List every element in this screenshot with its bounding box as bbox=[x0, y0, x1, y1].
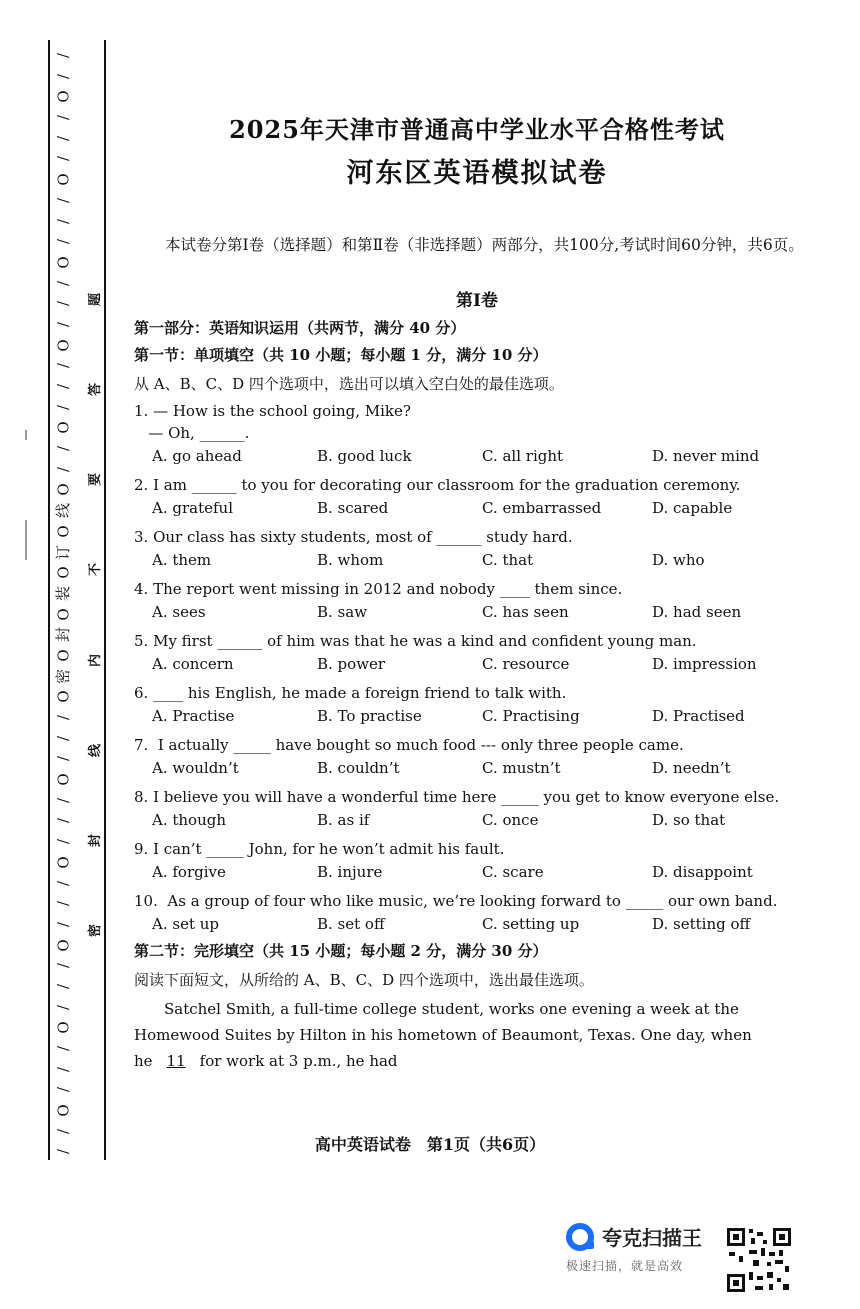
seal-mark: / bbox=[54, 714, 73, 721]
question-stem: 4. The report went missing in 2012 and nobody ____ them since. bbox=[134, 580, 623, 598]
answer-option: D. Practised bbox=[652, 707, 745, 725]
scanner-tagline: 极速扫描，就是高效 bbox=[566, 1259, 684, 1273]
seal-mark: O bbox=[54, 1021, 73, 1034]
quark-logo-icon bbox=[566, 1223, 594, 1251]
section1-instruction: 从 A、B、C、D 四个选项中，选出可以填入空白处的最佳选项。 bbox=[134, 375, 564, 393]
question-item bbox=[134, 786, 820, 832]
answer-option: C. resource bbox=[482, 655, 570, 673]
option-row bbox=[134, 496, 820, 520]
seal-mark: O bbox=[54, 690, 73, 703]
exam-title: 2025年天津市普通高中学业水平合格性考试 bbox=[229, 115, 725, 144]
question-item bbox=[134, 400, 820, 468]
answer-option: C. setting up bbox=[482, 915, 580, 933]
seal-mark: 封 bbox=[54, 627, 73, 643]
notice-char: 封 bbox=[88, 833, 104, 847]
seal-mark: 装 bbox=[54, 585, 73, 601]
seal-mark: / bbox=[54, 818, 73, 824]
question-stem: 3. Our class has sixty students, most of ______ study hard. bbox=[134, 528, 573, 546]
seal-mark: / bbox=[54, 363, 73, 369]
option-row bbox=[134, 444, 820, 468]
seal-mark: / bbox=[54, 921, 73, 927]
answer-option: D. setting off bbox=[652, 915, 751, 933]
seal-mark: O bbox=[54, 566, 73, 579]
scanner-brand: 夸克扫描王 bbox=[602, 1226, 702, 1250]
answer-option: A. forgive bbox=[152, 863, 226, 881]
seal-mark: / bbox=[54, 901, 73, 907]
notice-char: 要 bbox=[88, 473, 104, 487]
option-row bbox=[134, 704, 820, 728]
seal-mark: O bbox=[54, 173, 73, 186]
margin-mark bbox=[25, 520, 27, 560]
seal-mark: O bbox=[54, 256, 73, 269]
answer-option: D. so that bbox=[652, 811, 726, 829]
answer-option: D. needn’t bbox=[652, 759, 731, 777]
seal-mark: / bbox=[54, 218, 73, 224]
notice-char: 不 bbox=[88, 563, 104, 577]
answer-option: A. set up bbox=[152, 915, 220, 933]
answer-option: B. scared bbox=[317, 499, 389, 517]
seal-mark: / bbox=[54, 115, 73, 121]
question-stem: 6. ____ his English, he made a foreign friend to talk with. bbox=[134, 684, 567, 702]
volume-title: 第Ⅰ卷 bbox=[456, 291, 498, 311]
seal-mark: / bbox=[54, 156, 73, 162]
seal-mark: / bbox=[54, 321, 73, 327]
seal-mark: 线 bbox=[54, 503, 73, 519]
seal-mark: O bbox=[54, 856, 73, 869]
answer-option: C. all right bbox=[482, 447, 564, 465]
question-item bbox=[134, 526, 820, 572]
seal-mark: / bbox=[54, 280, 73, 286]
seal-mark: / bbox=[54, 135, 73, 141]
answer-option: C. Practising bbox=[482, 707, 580, 725]
seal-mark: / bbox=[54, 1149, 73, 1155]
question-item bbox=[134, 890, 820, 936]
answer-option: B. power bbox=[317, 655, 386, 673]
question-stem: 2. I am ______ to you for decorating our classroom for the graduation ceremony. bbox=[134, 476, 741, 494]
page-footer: 高中英语试卷 第1页（共6页） bbox=[314, 1135, 546, 1154]
answer-option: A. though bbox=[152, 811, 227, 829]
answer-option: B. To practise bbox=[317, 707, 422, 725]
seal-mark: / bbox=[54, 73, 73, 79]
scanner-logo bbox=[566, 1222, 716, 1251]
answer-option: A. sees bbox=[152, 603, 206, 621]
notice-char: 密 bbox=[88, 923, 104, 937]
exam-subtitle: 河东区英语模拟试卷 bbox=[346, 158, 608, 189]
exam-intro: 本试卷分第Ⅰ卷（选择题）和第Ⅱ卷（非选择题）两部分，共100分,考试时间60分钟，共6页。 bbox=[165, 236, 804, 254]
notice-char: 题 bbox=[88, 292, 104, 307]
seal-mark: O bbox=[54, 525, 73, 538]
seal-mark: 订 bbox=[54, 544, 73, 560]
seal-mark: / bbox=[54, 466, 73, 472]
seal-mark: / bbox=[54, 880, 73, 886]
answer-option: A. grateful bbox=[152, 499, 233, 517]
margin-mark bbox=[25, 430, 27, 440]
answer-option: C. mustn’t bbox=[482, 759, 561, 777]
answer-option: A. concern bbox=[152, 655, 234, 673]
seal-mark: O bbox=[54, 338, 73, 352]
answer-option: D. impression bbox=[652, 655, 757, 673]
question-item bbox=[134, 682, 820, 728]
notice-char: 内 bbox=[88, 653, 104, 667]
seal-mark: O bbox=[54, 607, 73, 621]
answer-option: C. embarrassed bbox=[482, 499, 602, 517]
seal-mark: / bbox=[54, 383, 73, 390]
seal-mark: O bbox=[54, 421, 73, 435]
question-stem: 10. As a group of four who like music, we’re looking forward to _____ our own band. bbox=[134, 892, 778, 910]
question-stem: 8. I believe you will have a wonderful time here _____ you get to know everyone else. bbox=[134, 788, 780, 806]
cloze-passage bbox=[134, 996, 820, 1074]
seal-mark: / bbox=[54, 52, 73, 59]
seal-mark: / bbox=[54, 239, 73, 245]
answer-option: D. disappoint bbox=[652, 863, 753, 881]
seal-mark: / bbox=[54, 963, 73, 969]
question-item bbox=[134, 630, 820, 676]
seal-mark: / bbox=[54, 301, 73, 307]
seal-line-marks bbox=[50, 48, 78, 1160]
answer-option: D. capable bbox=[652, 499, 733, 517]
blank-number: 11 bbox=[166, 1052, 186, 1070]
option-row bbox=[134, 756, 820, 780]
passage-text: for work at 3 p.m., he had bbox=[199, 1052, 398, 1070]
seal-mark: / bbox=[54, 446, 73, 452]
question-item bbox=[134, 578, 820, 624]
section2-instruction: 阅读下面短文，从所给的 A、B、C、D 四个选项中，选出最佳选项。 bbox=[134, 971, 594, 989]
option-row bbox=[134, 652, 820, 676]
answer-option: B. couldn’t bbox=[317, 759, 400, 777]
seal-mark: / bbox=[54, 1128, 73, 1134]
seal-mark: / bbox=[54, 735, 73, 741]
answer-option: C. once bbox=[482, 811, 539, 829]
scanner-watermark bbox=[566, 1222, 716, 1292]
exam-content bbox=[134, 100, 820, 1074]
seal-mark: / bbox=[54, 1004, 73, 1010]
qr-code-icon bbox=[725, 1226, 793, 1294]
option-row bbox=[134, 600, 820, 624]
seal-mark: / bbox=[54, 1087, 73, 1093]
question-item bbox=[134, 734, 820, 780]
seal-mark: / bbox=[54, 1066, 73, 1072]
question-item bbox=[134, 474, 820, 520]
answer-option: D. never mind bbox=[652, 447, 760, 465]
passage-text: Satchel Smith, a full-time college student, works one evening a week at the Homewood Suites by Hilton in his hometown of Beaumont, Texas. One day, when he bbox=[134, 1000, 752, 1070]
answer-option: A. go ahead bbox=[152, 447, 242, 465]
section2-title: 第二节：完形填空（共 15 小题；每小题 2 分，满分 30 分） bbox=[134, 942, 548, 960]
seal-mark: / bbox=[54, 197, 73, 203]
seal-mark: / bbox=[54, 756, 73, 762]
seal-mark: O bbox=[54, 938, 73, 952]
question-stem: 9. I can’t _____ John, for he won’t admit his fault. bbox=[134, 840, 505, 858]
seal-mark: 密 bbox=[54, 668, 73, 684]
question-list bbox=[134, 400, 820, 936]
answer-option: D. had seen bbox=[652, 603, 742, 621]
answer-option: A. wouldn’t bbox=[152, 759, 239, 777]
answer-option: B. whom bbox=[317, 551, 384, 569]
question-stem: 5. My first ______ of him was that he was a kind and confident young man. bbox=[134, 632, 697, 650]
option-row bbox=[134, 548, 820, 572]
answer-option: D. who bbox=[652, 551, 705, 569]
notice-char: 答 bbox=[88, 383, 104, 397]
option-row bbox=[134, 912, 820, 936]
answer-option: B. saw bbox=[317, 603, 368, 621]
no-answer-notice bbox=[82, 290, 106, 940]
notice-char: 线 bbox=[88, 743, 104, 757]
answer-option: C. scare bbox=[482, 863, 544, 881]
seal-mark: / bbox=[54, 839, 73, 845]
part1-title: 第一部分：英语知识运用（共两节，满分 40 分） bbox=[134, 319, 466, 337]
seal-mark: O bbox=[54, 483, 73, 497]
question-stem: 1. — How is the school going, Mike? — Oh, ______. bbox=[134, 402, 411, 442]
seal-mark: / bbox=[54, 797, 73, 803]
question-item bbox=[134, 838, 820, 884]
section1-title: 第一节：单项填空（共 10 小题；每小题 1 分，满分 10 分） bbox=[134, 346, 548, 364]
seal-mark: O bbox=[54, 1104, 73, 1117]
answer-option: B. good luck bbox=[317, 447, 412, 465]
answer-option: A. Practise bbox=[152, 707, 235, 725]
option-row bbox=[134, 860, 820, 884]
question-stem: 7. I actually _____ have bought so much food --- only three people came. bbox=[134, 736, 684, 754]
option-row bbox=[134, 808, 820, 832]
seal-mark: O bbox=[54, 649, 73, 662]
binding-margin bbox=[0, 40, 110, 1170]
seal-mark: O bbox=[54, 773, 73, 786]
seal-mark: / bbox=[54, 404, 73, 410]
answer-option: B. set off bbox=[317, 915, 385, 933]
seal-mark: / bbox=[54, 983, 73, 989]
seal-mark: O bbox=[54, 90, 73, 104]
answer-option: A. them bbox=[152, 551, 212, 569]
answer-option: B. injure bbox=[317, 863, 383, 881]
answer-option: C. that bbox=[482, 551, 534, 569]
seal-mark: / bbox=[54, 1045, 73, 1052]
answer-option: C. has seen bbox=[482, 603, 569, 621]
answer-option: B. as if bbox=[317, 811, 370, 829]
